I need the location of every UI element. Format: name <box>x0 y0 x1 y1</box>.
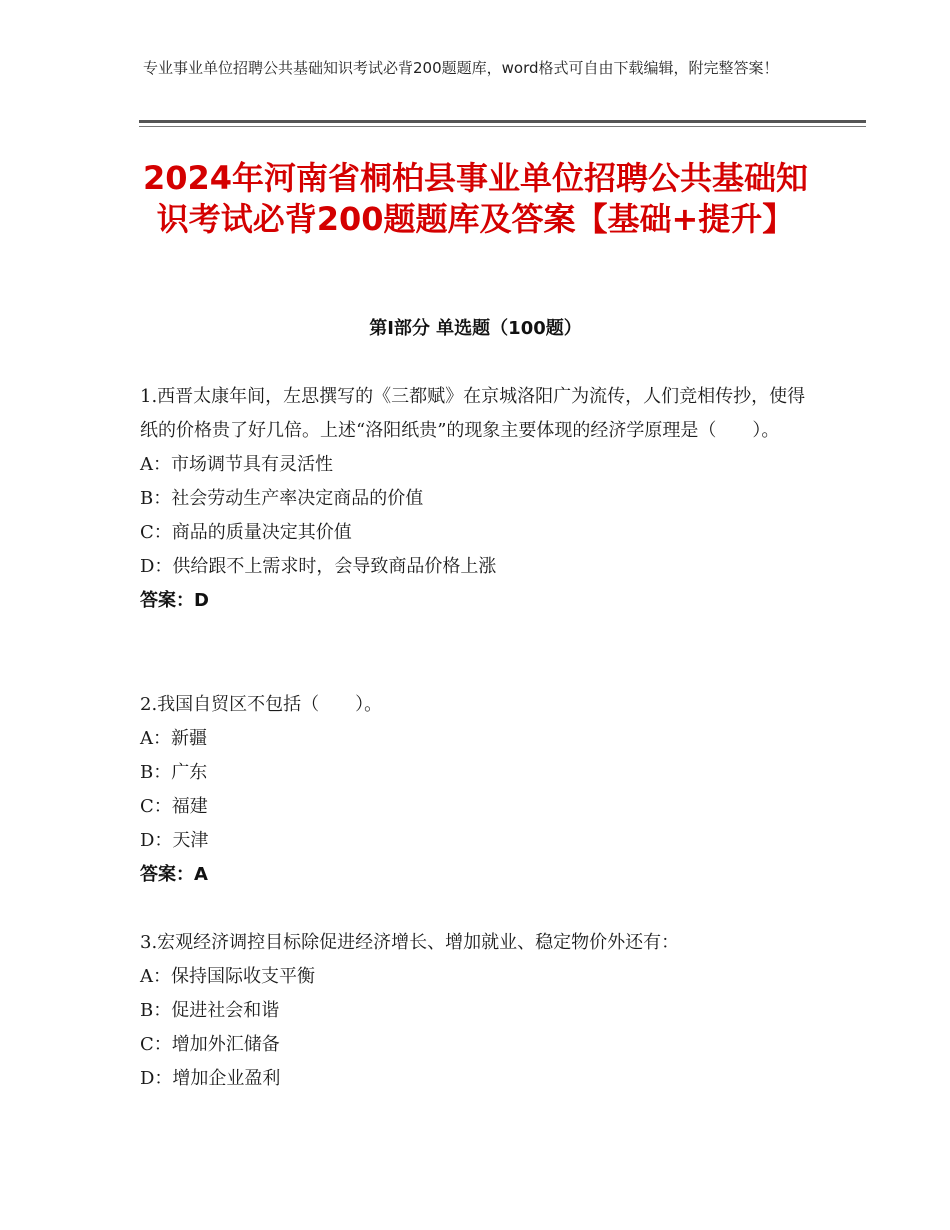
section-heading: 第Ⅰ部分 单选题（100题） <box>369 318 582 339</box>
answer: 答案：A <box>140 864 208 885</box>
option-a: A：保持国际收支平衡 <box>140 966 315 987</box>
document-title: 2024年河南省桐柏县事业单位招聘公共基础知识考试必背200题题库及答案【基础+提升】 <box>142 159 809 238</box>
answer: 答案：D <box>140 590 209 611</box>
option-c: C：增加外汇储备 <box>140 1034 280 1055</box>
option-d: D：天津 <box>140 830 209 851</box>
question-stem: 3.宏观经济调控目标除促进经济增长、增加就业、稳定物价外还有： <box>140 932 680 953</box>
option-b: B：广东 <box>140 762 208 783</box>
option-b: B：社会劳动生产率决定商品的价值 <box>140 488 424 509</box>
question-1 <box>140 380 820 618</box>
header-note: 专业事业单位招聘公共基础知识考试必背200题题库，word格式可自由下载编辑，附完整答案！ <box>143 59 779 77</box>
option-b: B：促进社会和谐 <box>140 1000 280 1021</box>
option-d: D：增加企业盈利 <box>140 1068 281 1089</box>
option-a: A：新疆 <box>140 728 207 749</box>
header-rule-thin <box>139 126 866 127</box>
header-rule-thick <box>139 120 866 123</box>
question-stem: 1.西晋太康年间，左思撰写的《三都赋》在京城洛阳广为流传，人们竞相传抄，使得纸的价格贵了好几倍。上述“洛阳纸贵”的现象主要体现的经济学原理是（ ）。 <box>140 386 806 441</box>
option-c: C：福建 <box>140 796 208 817</box>
question-3 <box>140 926 820 1096</box>
option-a: A：市场调节具有灵活性 <box>140 454 333 475</box>
question-stem: 2.我国自贸区不包括（ ）。 <box>140 694 383 715</box>
option-d: D：供给跟不上需求时，会导致商品价格上涨 <box>140 556 497 577</box>
option-c: C：商品的质量决定其价值 <box>140 522 352 543</box>
question-2 <box>140 688 820 892</box>
